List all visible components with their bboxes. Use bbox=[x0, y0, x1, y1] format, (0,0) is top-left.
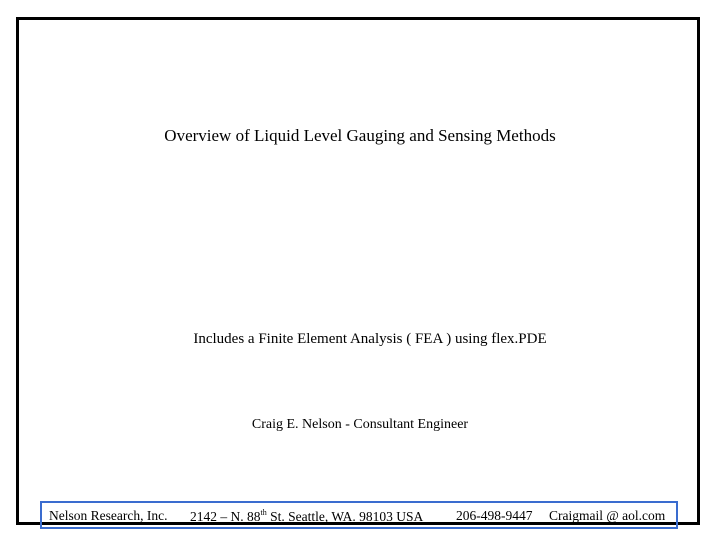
slide-subtitle: Includes a Finite Element Analysis ( FEA ) using flex.PDE bbox=[193, 331, 547, 347]
footer-email: Craigmail @ aol.com bbox=[549, 508, 666, 523]
slide-frame bbox=[16, 17, 700, 525]
footer-address-sup: th bbox=[260, 508, 267, 517]
footer-address-prefix: 2142 – N. 88 bbox=[190, 509, 261, 524]
footer-company: Nelson Research, Inc. bbox=[49, 508, 168, 523]
footer-address bbox=[190, 508, 423, 525]
footer-phone: 206-498-9447 bbox=[456, 508, 533, 523]
footer-address-suffix: St. Seattle, WA. 98103 USA bbox=[266, 509, 424, 524]
footer-contact-box bbox=[40, 501, 678, 529]
slide-title: Overview of Liquid Level Gauging and Sensing Methods bbox=[164, 126, 556, 145]
author-line: Craig E. Nelson - Consultant Engineer bbox=[251, 417, 469, 432]
